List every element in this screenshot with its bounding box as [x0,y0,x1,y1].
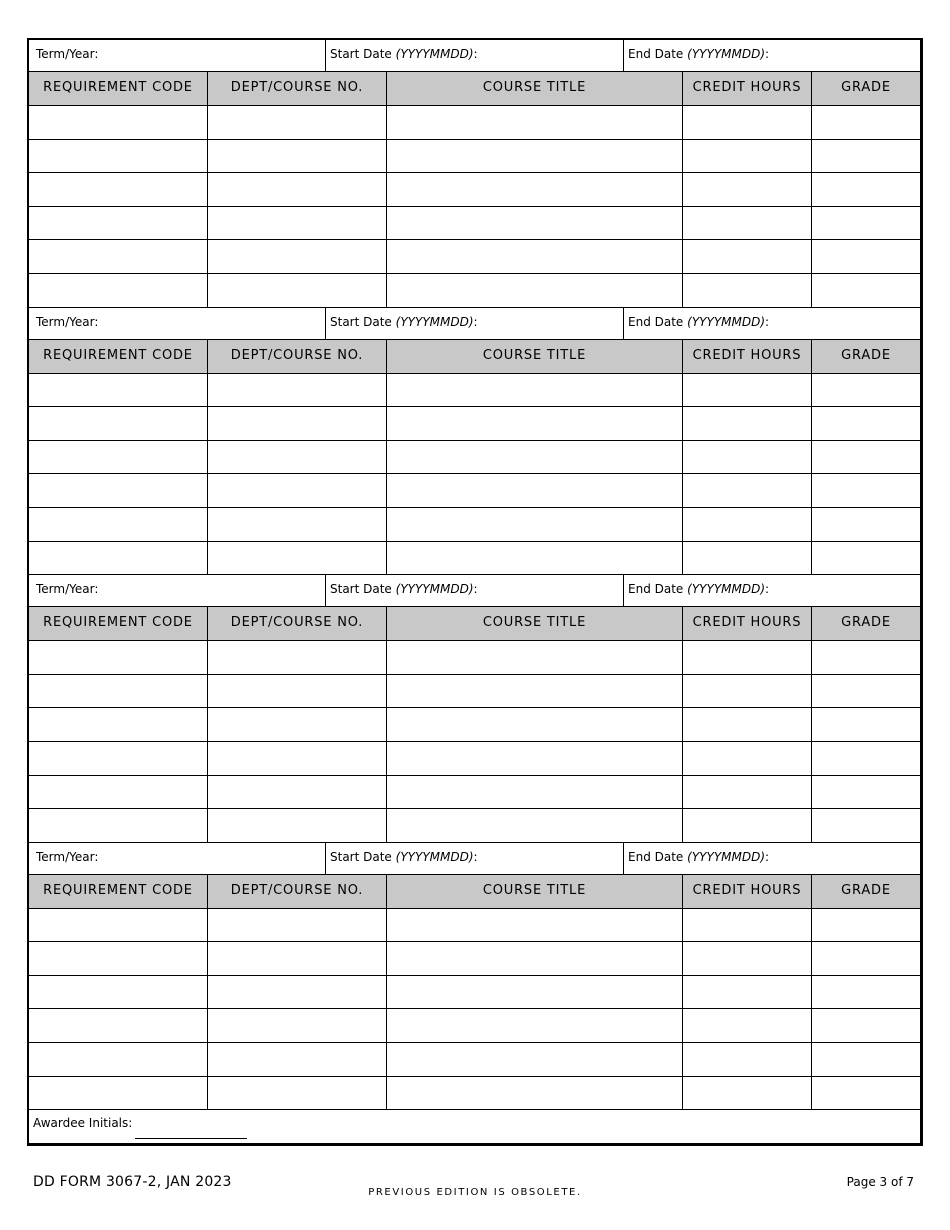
date-format-hint: (YYYYMMDD) [395,47,474,61]
column-header-course-title: COURSE TITLE [387,340,683,373]
dept-course-no-cell[interactable] [208,207,387,240]
table-row [29,909,920,943]
table-row [29,240,920,274]
page-number: Page 3 of 7 [846,1175,914,1189]
start-date-label: Start Date [330,47,392,61]
grade-cell[interactable] [812,675,920,708]
end-date-label: End Date [628,47,684,61]
requirement-code-cell[interactable] [29,1077,208,1110]
credit-hours-cell[interactable] [683,909,812,942]
dept-course-no-cell[interactable] [208,173,387,206]
course-title-cell[interactable] [387,742,683,775]
column-header-requirement-code: REQUIREMENT CODE [29,607,208,640]
dept-course-no-cell[interactable] [208,708,387,741]
term-year-label: Term/Year: [36,47,99,61]
dept-course-no-cell[interactable] [208,474,387,507]
requirement-code-cell[interactable] [29,942,208,975]
grade-cell[interactable] [812,976,920,1009]
credit-hours-cell[interactable] [683,374,812,407]
dept-course-no-cell[interactable] [208,441,387,474]
table-row [29,542,920,576]
requirement-code-cell[interactable] [29,441,208,474]
requirement-code-cell[interactable] [29,240,208,273]
dept-course-no-cell[interactable] [208,1009,387,1042]
column-header-credit-hours: CREDIT HOURS [683,340,812,373]
course-title-cell[interactable] [387,207,683,240]
end-date-field[interactable] [624,308,920,339]
dept-course-no-cell[interactable] [208,140,387,173]
course-title-cell[interactable] [387,909,683,942]
credit-hours-cell[interactable] [683,942,812,975]
course-title-cell[interactable] [387,776,683,809]
end-date-label: End Date [628,582,684,597]
course-title-cell[interactable] [387,542,683,575]
requirement-code-cell[interactable] [29,909,208,942]
column-header-course-title: COURSE TITLE [387,875,683,908]
grade-cell[interactable] [812,474,920,507]
requirement-code-cell[interactable] [29,742,208,775]
table-row [29,809,920,843]
requirement-code-cell[interactable] [29,708,208,741]
requirement-code-cell[interactable] [29,641,208,674]
grade-cell[interactable] [812,274,920,307]
table-row [29,1077,920,1111]
dept-course-no-cell[interactable] [208,374,387,407]
grade-cell[interactable] [812,173,920,206]
course-title-cell[interactable] [387,942,683,975]
colon: : [473,47,478,61]
colon: : [473,314,478,329]
start-date-label: Start Date [330,582,392,597]
colon: : [765,314,770,329]
course-title-cell[interactable] [387,976,683,1009]
credit-hours-cell[interactable] [683,1077,812,1110]
term-year-field[interactable] [29,308,326,339]
credit-hours-cell[interactable] [683,140,812,173]
dept-course-no-cell[interactable] [208,407,387,440]
grade-cell[interactable] [812,1043,920,1076]
dept-course-no-cell[interactable] [208,641,387,674]
term-year-field[interactable] [29,843,326,874]
requirement-code-cell[interactable] [29,274,208,307]
requirement-code-cell[interactable] [29,106,208,139]
term-info-row [29,40,920,72]
course-title-cell[interactable] [387,240,683,273]
dept-course-no-cell[interactable] [208,909,387,942]
column-header-dept-course-no: DEPT/COURSE NO. [208,875,387,908]
dept-course-no-cell[interactable] [208,106,387,139]
dept-course-no-cell[interactable] [208,240,387,273]
course-title-cell[interactable] [387,508,683,541]
requirement-code-cell[interactable] [29,976,208,1009]
grade-cell[interactable] [812,240,920,273]
date-format-hint: (YYYYMMDD) [395,849,474,864]
grade-cell[interactable] [812,708,920,741]
table-row [29,474,920,508]
requirement-code-cell[interactable] [29,474,208,507]
grade-cell[interactable] [812,508,920,541]
requirement-code-cell[interactable] [29,140,208,173]
column-header-dept-course-no: DEPT/COURSE NO. [208,607,387,640]
table-row [29,976,920,1010]
dept-course-no-cell[interactable] [208,1077,387,1110]
column-header-requirement-code: REQUIREMENT CODE [29,72,208,105]
credit-hours-cell[interactable] [683,207,812,240]
term-year-label: Term/Year: [36,314,99,329]
end-date-field[interactable] [624,575,920,606]
credit-hours-cell[interactable] [683,240,812,273]
column-header-dept-course-no: DEPT/COURSE NO. [208,340,387,373]
requirement-code-cell[interactable] [29,1043,208,1076]
start-date-field[interactable] [326,308,624,339]
credit-hours-cell[interactable] [683,1043,812,1076]
column-header-grade: GRADE [841,615,891,631]
column-header-credit-hours: CREDIT HOURS [683,607,812,640]
course-record-form [27,38,923,1146]
grade-cell[interactable] [812,1077,920,1110]
course-title-cell[interactable] [387,441,683,474]
requirement-code-cell[interactable] [29,675,208,708]
table-row [29,776,920,810]
course-title-cell[interactable] [387,106,683,139]
course-title-cell[interactable] [387,374,683,407]
table-row [29,140,920,174]
table-row [29,508,920,542]
awardee-initials-label: Awardee Initials: [33,1116,133,1131]
grade-cell[interactable] [812,742,920,775]
table-row [29,374,920,408]
credit-hours-cell[interactable] [683,274,812,307]
table-row [29,1009,920,1043]
course-title-cell[interactable] [387,474,683,507]
credit-hours-cell[interactable] [683,675,812,708]
table-row [29,407,920,441]
requirement-code-cell[interactable] [29,407,208,440]
course-title-cell[interactable] [387,140,683,173]
date-format-hint: (YYYYMMDD) [687,849,766,864]
column-header-row [29,607,920,641]
requirement-code-cell[interactable] [29,776,208,809]
credit-hours-cell[interactable] [683,708,812,741]
column-header-credit-hours: CREDIT HOURS [683,72,812,105]
column-header-grade: GRADE [841,80,891,95]
start-date-field[interactable] [326,843,624,874]
colon: : [765,582,770,597]
term-info-row [29,843,920,875]
table-row [29,641,920,675]
end-date-field[interactable] [624,843,920,874]
end-date-label: End Date [628,849,684,864]
table-row [29,441,920,475]
requirement-code-cell[interactable] [29,1009,208,1042]
date-format-hint: (YYYYMMDD) [687,582,766,597]
start-date-label: Start Date [330,849,392,864]
requirement-code-cell[interactable] [29,207,208,240]
date-format-hint: (YYYYMMDD) [395,314,474,329]
course-title-cell[interactable] [387,1043,683,1076]
course-title-cell[interactable] [387,1077,683,1110]
term-section [29,843,920,1111]
term-year-label: Term/Year: [36,582,99,597]
dept-course-no-cell[interactable] [208,675,387,708]
table-row [29,207,920,241]
course-title-cell[interactable] [387,1009,683,1042]
date-format-hint: (YYYYMMDD) [395,582,474,597]
credit-hours-cell[interactable] [683,976,812,1009]
term-year-field[interactable] [29,575,326,606]
table-row [29,942,920,976]
awardee-initials-row [29,1110,920,1150]
grade-cell[interactable] [812,776,920,809]
column-header-course-title: COURSE TITLE [387,607,683,640]
end-date-field[interactable] [624,40,920,71]
table-row [29,274,920,308]
dept-course-no-cell[interactable] [208,508,387,541]
colon: : [765,849,770,864]
grade-cell[interactable] [812,106,920,139]
credit-hours-cell[interactable] [683,508,812,541]
term-info-row [29,575,920,607]
column-header-grade: GRADE [841,882,891,898]
grade-cell[interactable] [812,441,920,474]
term-section [29,308,920,576]
credit-hours-cell[interactable] [683,474,812,507]
column-header-credit-hours: CREDIT HOURS [683,875,812,908]
grade-cell[interactable] [812,641,920,674]
colon: : [473,582,478,597]
requirement-code-cell[interactable] [29,374,208,407]
table-row [29,106,920,140]
start-date-field[interactable] [326,40,624,71]
dept-course-no-cell[interactable] [208,776,387,809]
table-row [29,173,920,207]
credit-hours-cell[interactable] [683,776,812,809]
dept-course-no-cell[interactable] [208,1043,387,1076]
column-header-course-title: COURSE TITLE [387,72,683,105]
column-header-dept-course-no: DEPT/COURSE NO. [208,72,387,105]
term-info-row [29,308,920,340]
grade-cell[interactable] [812,207,920,240]
term-section [29,575,920,843]
requirement-code-cell[interactable] [29,508,208,541]
date-format-hint: (YYYYMMDD) [687,314,766,329]
requirement-code-cell[interactable] [29,809,208,842]
grade-cell[interactable] [812,542,920,575]
grade-cell[interactable] [812,942,920,975]
credit-hours-cell[interactable] [683,542,812,575]
credit-hours-cell[interactable] [683,742,812,775]
term-year-label: Term/Year: [36,849,99,864]
credit-hours-cell[interactable] [683,809,812,842]
grade-cell[interactable] [812,909,920,942]
grade-cell[interactable] [812,140,920,173]
column-header-grade: GRADE [841,347,891,363]
column-header-requirement-code: REQUIREMENT CODE [29,875,208,908]
grade-cell[interactable] [812,407,920,440]
course-title-cell[interactable] [387,641,683,674]
grade-cell[interactable] [812,374,920,407]
term-section [29,40,920,308]
column-header-row [29,340,920,374]
course-title-cell[interactable] [387,708,683,741]
dept-course-no-cell[interactable] [208,274,387,307]
credit-hours-cell[interactable] [683,641,812,674]
table-row [29,708,920,742]
course-title-cell[interactable] [387,274,683,307]
requirement-code-cell[interactable] [29,542,208,575]
credit-hours-cell[interactable] [683,441,812,474]
end-date-label: End Date [628,314,684,329]
column-header-requirement-code: REQUIREMENT CODE [29,340,208,373]
colon: : [765,47,770,61]
colon: : [473,849,478,864]
column-header-row [29,875,920,909]
awardee-initials-input[interactable] [135,1138,247,1139]
course-title-cell[interactable] [387,675,683,708]
course-title-cell[interactable] [387,809,683,842]
obsolete-notice: PREVIOUS EDITION IS OBSOLETE. [368,1187,582,1198]
requirement-code-cell[interactable] [29,173,208,206]
credit-hours-cell[interactable] [683,106,812,139]
date-format-hint: (YYYYMMDD) [687,47,766,61]
column-header-row [29,72,920,106]
term-sections [29,40,920,1110]
dept-course-no-cell[interactable] [208,976,387,1009]
credit-hours-cell[interactable] [683,1009,812,1042]
grade-cell[interactable] [812,1009,920,1042]
dept-course-no-cell[interactable] [208,809,387,842]
form-identifier: DD FORM 3067-2, JAN 2023 [33,1174,232,1190]
course-title-cell[interactable] [387,407,683,440]
course-title-cell[interactable] [387,173,683,206]
dept-course-no-cell[interactable] [208,942,387,975]
credit-hours-cell[interactable] [683,407,812,440]
table-row [29,742,920,776]
dept-course-no-cell[interactable] [208,742,387,775]
term-year-field[interactable] [29,40,326,71]
table-row [29,675,920,709]
credit-hours-cell[interactable] [683,173,812,206]
grade-cell[interactable] [812,809,920,842]
start-date-label: Start Date [330,314,392,329]
table-row [29,1043,920,1077]
dept-course-no-cell[interactable] [208,542,387,575]
start-date-field[interactable] [326,575,624,606]
